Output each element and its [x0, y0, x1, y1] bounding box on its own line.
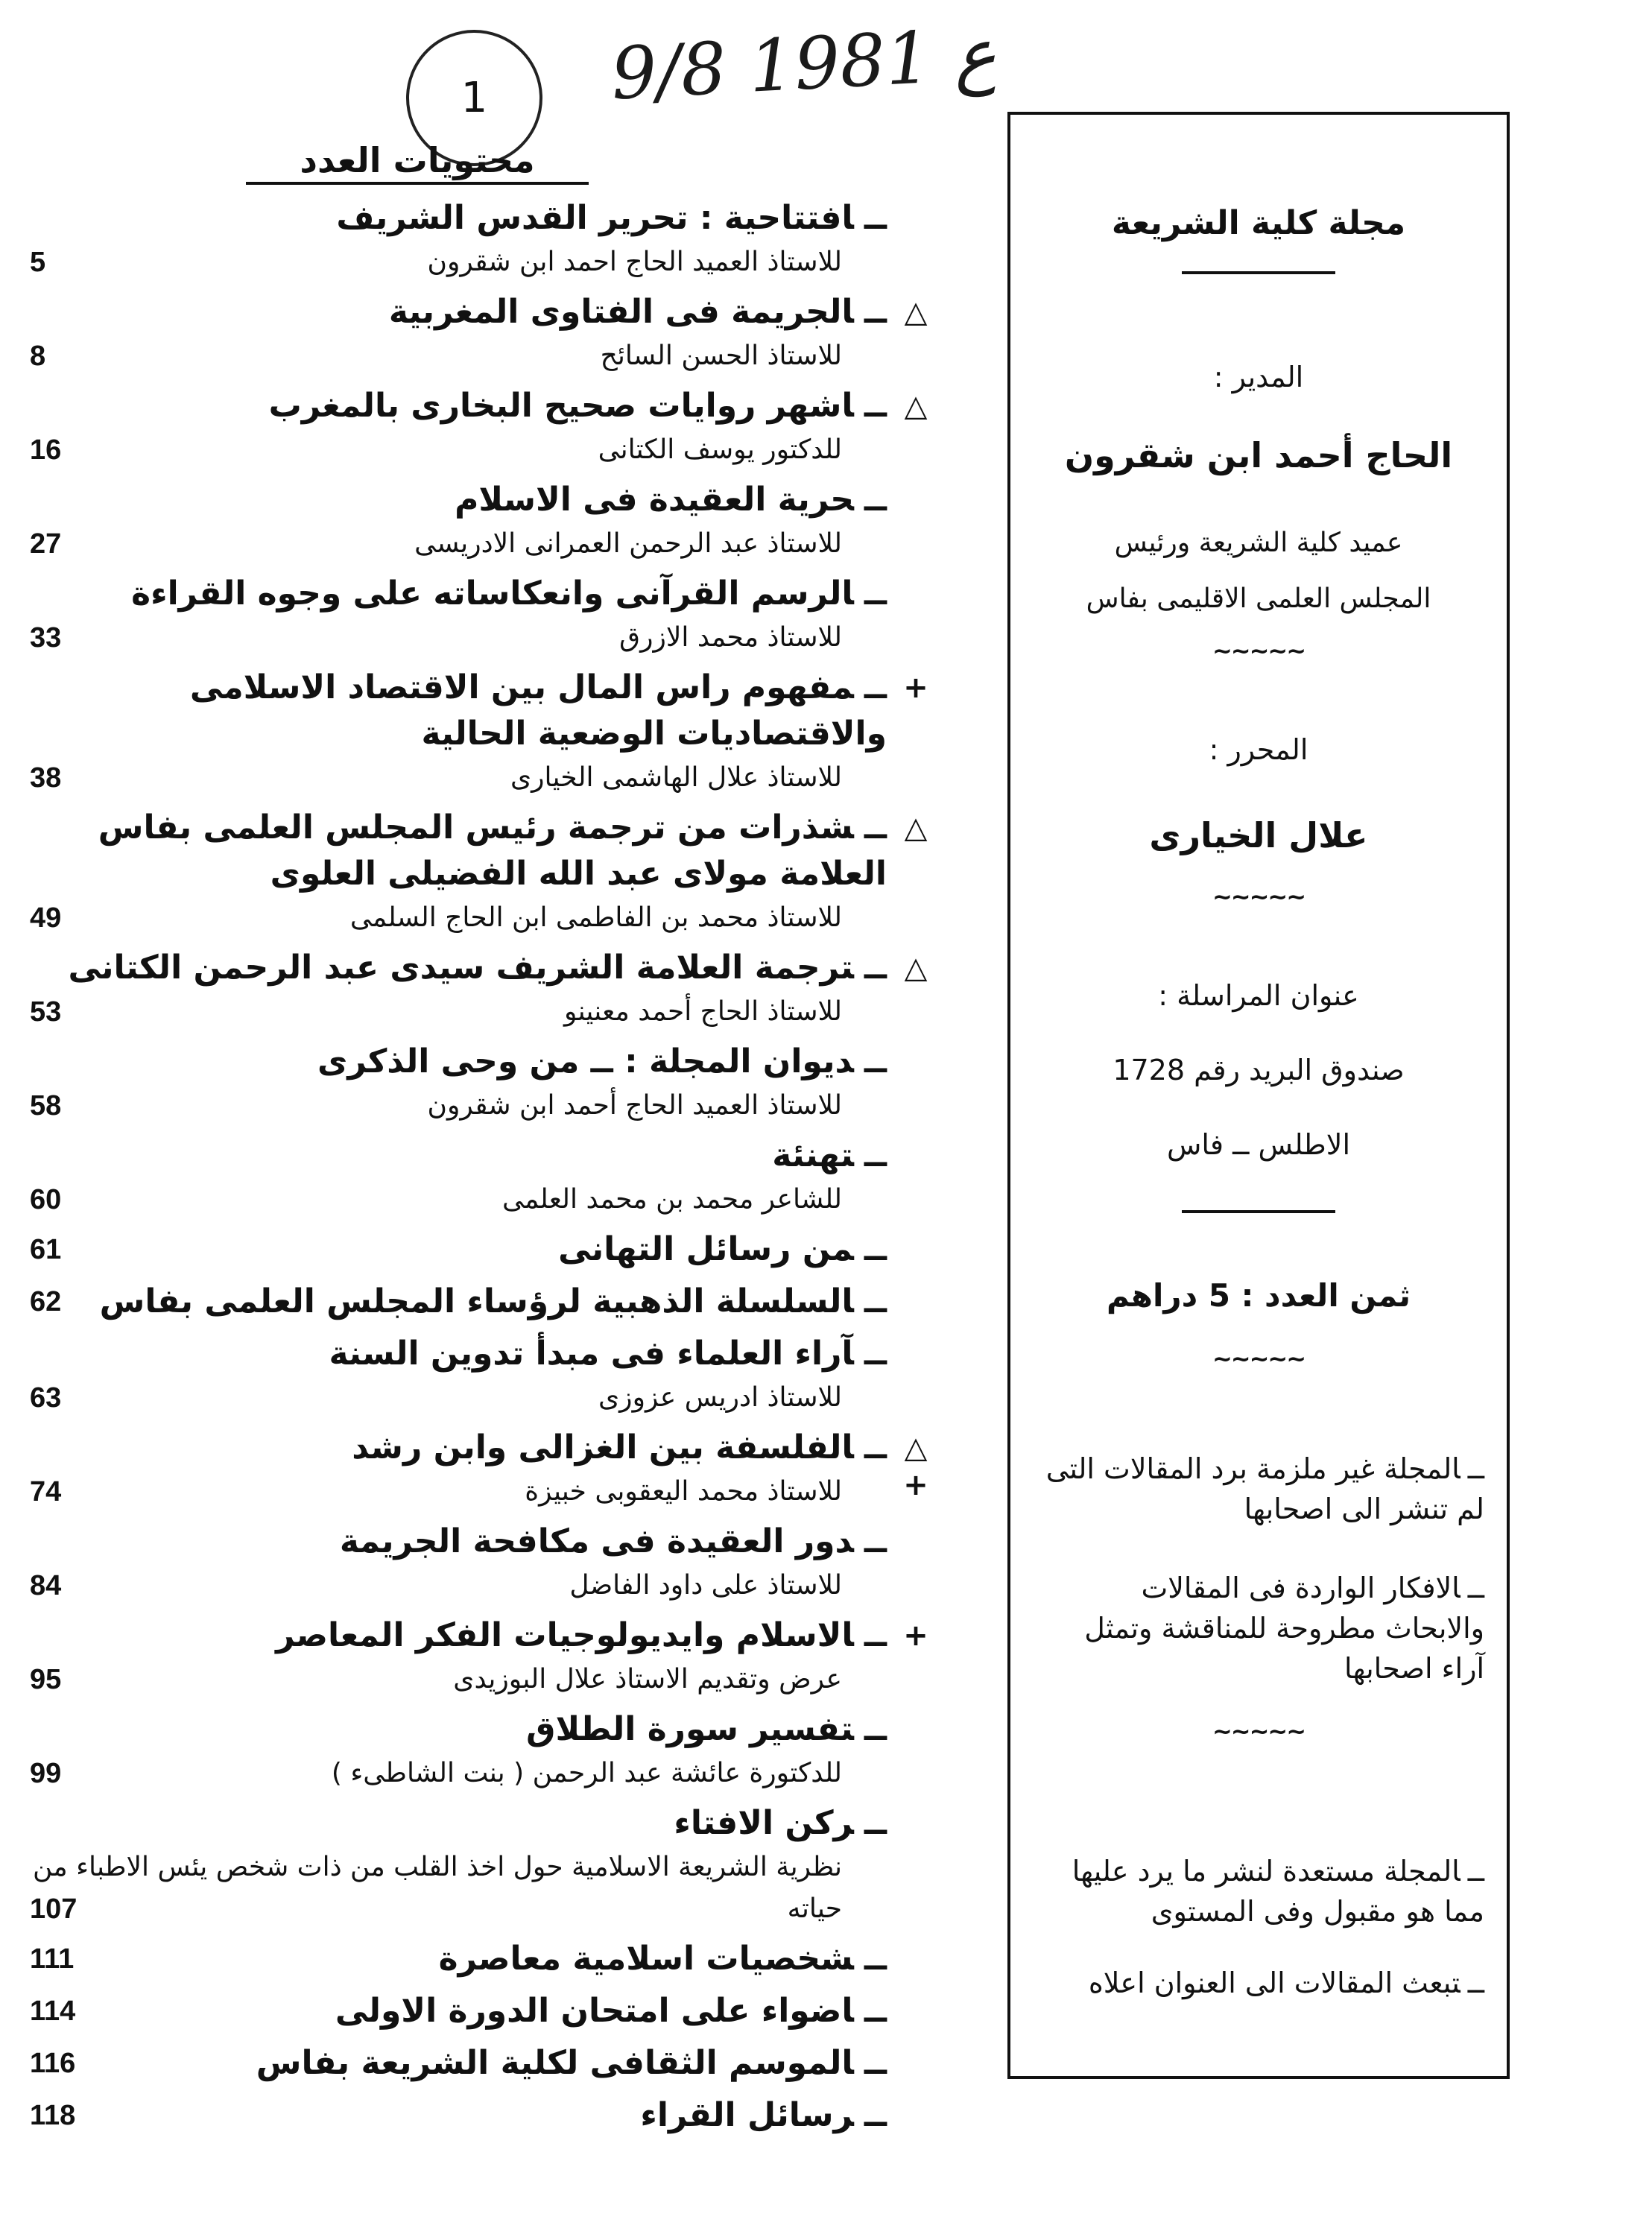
toc-entry-author: للدكتور يوسف الكتانى: [598, 434, 842, 465]
toc-title-row: [30, 1133, 887, 1179]
toc-author-row: [30, 1659, 887, 1700]
toc-entry-author: للاستاذ محمد اليعقوبى خبيزة: [525, 1476, 842, 1507]
director-name: الحاج أحمد ابن شقرون: [1064, 435, 1453, 475]
toc-entry-title: ــمفهوم راس المال بين الاقتصاد الاسلامى والاقتصاديات الوضعية الحالية +: [30, 665, 887, 757]
handwritten-date-note: 9/8 ع 1981: [609, 12, 999, 116]
toc-page-number: 60: [30, 1184, 62, 1215]
toc-author-row: [30, 1847, 887, 1930]
handwritten-mark: △: [904, 389, 928, 423]
toc-entry-title: ــآراء العلماء فى مبدأ تدوين السنة: [329, 1335, 887, 1373]
toc-title-row: [30, 571, 887, 617]
toc-entry: [30, 1331, 887, 1419]
toc-entry: [30, 1613, 928, 1700]
handwritten-mark: △ +: [903, 1431, 928, 1502]
toc-entry-author: للاستاذ الحسن السائح: [600, 341, 842, 371]
toc-author-row: [30, 429, 887, 471]
toc-page-number: 8: [30, 341, 46, 372]
handwritten-mark: △: [904, 811, 928, 845]
toc-entry-author: للاستاذ على داود الفاضل: [569, 1570, 842, 1601]
editor-name: علال الخيارى: [1149, 815, 1368, 855]
toc-entry-title: ــشخصيات اسلامية معاصرة: [438, 1940, 887, 1978]
toc-page-number: 99: [30, 1758, 62, 1789]
note-item: ــالمجلة مستعدة لنشر ما يرد عليها مما هو مقبول وفى المستوى: [1072, 1855, 1484, 1928]
toc-entry-title: ــترجمة العلامة الشريف سيدى عبد الرحمن الكتانى △: [30, 945, 887, 991]
toc-entry: [30, 805, 928, 939]
toc-entry: [30, 665, 928, 799]
toc-entry-title: ــمن رسائل التهانى: [558, 1230, 887, 1268]
toc-page-number: 53: [30, 996, 62, 1028]
toc-title-row: [30, 1331, 887, 1377]
address-label: عنوان المراسلة :: [1158, 979, 1359, 1012]
toc-entry-title: ــتهنئة: [772, 1136, 887, 1174]
ornament-divider: ~~~~~: [1212, 882, 1306, 911]
toc-page-number: 33: [30, 622, 62, 654]
address-line-1: صندوق البريد رقم 1728: [1113, 1054, 1405, 1086]
toc-entry-author: للدكتورة عائشة عبد الرحمن ( بنت الشاطىء ): [331, 1758, 842, 1788]
toc-author-row: [30, 991, 887, 1033]
toc-entry-author: للشاعر محمد بن محمد العلمى: [501, 1184, 842, 1215]
toc-entry: [30, 1133, 887, 1221]
handwritten-mark: +: [903, 671, 928, 705]
toc-page-number: 63: [30, 1382, 62, 1414]
toc-entry-title: ــالفلسفة بين الغزالى وابن رشد △ +: [30, 1425, 887, 1471]
toc-entry-author: للاستاذ محمد بن الفاطمى ابن الحاج السلمى: [349, 902, 842, 933]
toc-title-row: [30, 383, 928, 429]
toc-title-row: [30, 195, 887, 241]
toc-author-row: [30, 1753, 887, 1794]
toc-entry-author: للاستاذ محمد الازرق: [619, 622, 842, 653]
handwritten-mark: △: [904, 295, 928, 329]
masthead-box: [1007, 112, 1510, 2079]
toc-entry-author: للاستاذ العميد الحاج احمد ابن شقرون: [427, 247, 842, 277]
toc-title-row: [30, 1800, 887, 1847]
editor-label: المحرر :: [1209, 733, 1308, 766]
toc-entry-title: ــتفسير سورة الطلاق: [526, 1710, 887, 1748]
toc-title-row: [30, 665, 928, 757]
toc-entry-author: للاستاذ العميد الحاج أحمد ابن شقرون: [427, 1090, 842, 1121]
toc-author-row: [30, 617, 887, 659]
toc-page-number: 95: [30, 1664, 62, 1695]
toc-title-row: [30, 289, 928, 335]
toc-entry-author: للاستاذ ادريس عزوزى: [598, 1382, 842, 1413]
toc-entry: [30, 289, 928, 377]
toc-page-number: 111: [30, 1943, 75, 1975]
handwritten-mark: +: [903, 1619, 928, 1653]
toc-entry: [30, 1279, 887, 1325]
toc-title-row: [30, 1706, 887, 1753]
toc-author-row: [30, 1085, 887, 1127]
toc-entry: [30, 2040, 887, 2086]
toc-title-row: [30, 1519, 887, 1565]
toc-title-row: [30, 2092, 887, 2139]
toc-author-row: [30, 335, 887, 377]
toc-entry-title: ــالرسم القرآنى وانعكاساته على وجوه القراءة: [131, 575, 887, 613]
toc-entry-author: للاستاذ عبد الرحمن العمرانى الادريسى: [414, 528, 842, 559]
toc-title-row: [30, 2040, 887, 2086]
toc-entry: [30, 383, 928, 471]
toc-title-row: [30, 945, 928, 991]
toc-entry: [30, 571, 887, 659]
toc-author-row: [30, 897, 887, 939]
toc-entry-title: ــرسائل القراء: [640, 2096, 887, 2134]
magazine-title: مجلة كلية الشريعة: [1111, 204, 1406, 242]
toc-title-row: [30, 1227, 887, 1273]
toc-page-number: 114: [30, 1996, 76, 2027]
toc-entry: [30, 2092, 887, 2139]
note-item: ــالافكار الواردة فى المقالات والابحاث مطروحة للمناقشة وتمثل آراء اصحابها: [1084, 1572, 1484, 1685]
toc-entry-title: ــاشهر روايات صحيح البخارى بالمغرب △: [30, 383, 887, 429]
toc-entry-title: ــالموسم الثقافى لكلية الشريعة بفاس: [256, 2044, 887, 2082]
ornament-divider: ~~~~~: [1212, 1344, 1306, 1373]
toc-entry: [30, 1936, 887, 1982]
toc-entry: [30, 1800, 887, 1930]
toc-page-number: 61: [30, 1234, 62, 1265]
toc-entry: [30, 477, 887, 565]
toc-page-number: 27: [30, 528, 62, 560]
toc-entry-title: ــشذرات من ترجمة رئيس المجلس العلمى بفاس العلامة مولاى عبد الله الفضيلى العلوى △: [30, 805, 887, 897]
note-item: ــالمجلة غير ملزمة برد المقالات التى لم تنشر الى اصحابها: [1045, 1452, 1484, 1525]
toc-entry: [30, 1706, 887, 1794]
toc-entry-title: ــديوان المجلة : ــ من وحى الذكرى: [317, 1042, 887, 1080]
toc-entry-title: ــاضواء على امتحان الدورة الاولى: [335, 1992, 887, 2030]
toc-entry-title: ــحرية العقيدة فى الاسلام: [455, 481, 887, 519]
toc-page-number: 84: [30, 1570, 62, 1601]
toc-title-row: [30, 1279, 887, 1325]
toc-author-row: [30, 241, 887, 283]
toc-title-row: [30, 477, 887, 523]
handwritten-mark: △: [904, 951, 928, 985]
toc-entry-author: للاستاذ الحاج أحمد معنينو: [563, 996, 842, 1027]
circled-page-number: 1: [406, 30, 542, 166]
toc-author-row: [30, 1377, 887, 1419]
toc-page-number: 118: [30, 2100, 76, 2131]
toc-entry: [30, 1227, 887, 1273]
toc-page-number: 49: [30, 902, 62, 934]
toc-title-row: [30, 1936, 887, 1982]
toc-author-row: [30, 1565, 887, 1607]
toc-page-number: 58: [30, 1090, 62, 1121]
toc-author-row: [30, 523, 887, 565]
toc-page-number: 38: [30, 762, 62, 794]
toc-entry: [30, 945, 928, 1033]
director-desc-2: المجلس العلمى الاقليمى بفاس: [1086, 583, 1431, 614]
toc-author-row: [30, 1179, 887, 1221]
toc-author-row: [30, 757, 887, 799]
toc-entry-title: ــافتتاحية : تحرير القدس الشريف: [336, 199, 887, 237]
toc-entry: [30, 1988, 887, 2034]
toc-entry: [30, 195, 887, 283]
toc-entry-title: ــالاسلام وايديولوجيات الفكر المعاصر +: [30, 1613, 887, 1659]
toc-page-number: 5: [30, 247, 46, 278]
director-label: المدير :: [1213, 361, 1304, 393]
toc-page-number: 116: [30, 2048, 76, 2079]
toc-page-number: 62: [30, 1286, 62, 1317]
divider-rule: [1182, 1210, 1335, 1213]
toc-entry: [30, 1519, 887, 1607]
toc-entry: [30, 1425, 928, 1513]
table-of-contents: [30, 195, 928, 2145]
toc-title-row: [30, 1613, 928, 1659]
address-line-2: الاطلس ــ فاس: [1166, 1128, 1351, 1161]
toc-page-number: 16: [30, 434, 62, 466]
toc-entry-author: عرض وتقديم الاستاذ علال البوزيدى: [453, 1664, 842, 1695]
ornament-divider: ~~~~~: [1212, 1717, 1306, 1745]
toc-entry: [30, 1039, 887, 1127]
toc-page-number: 107: [30, 1893, 77, 1925]
toc-title-row: [30, 1039, 887, 1085]
toc-page-number: 74: [30, 1476, 62, 1507]
toc-entry-author: للاستاذ علال الهاشمى الخيارى: [510, 762, 842, 793]
toc-heading: محتويات العدد: [224, 140, 611, 180]
toc-title-row: [30, 1988, 887, 2034]
toc-entry-title: ــالسلسلة الذهبية لرؤساء المجلس العلمى بفاس: [99, 1282, 887, 1320]
toc-entry-author: نظرية الشريعة الاسلامية حول اخذ القلب من ذات شخص يئس الاطباء من حياته: [32, 1852, 842, 1924]
director-desc-1: عميد كلية الشريعة ورئيس: [1114, 528, 1403, 558]
toc-author-row: [30, 1471, 887, 1513]
note-item: ــتبعث المقالات الى العنوان اعلاه: [1088, 1967, 1484, 1999]
divider-rule: [1182, 271, 1335, 274]
ornament-divider: ~~~~~: [1212, 636, 1306, 665]
toc-title-row: [30, 805, 928, 897]
toc-entry-title: ــركن الافتاء: [674, 1804, 887, 1842]
issue-price: ثمن العدد : 5 دراهم: [1106, 1277, 1411, 1314]
toc-entry-title: ــالجريمة فى الفتاوى المغربية △: [30, 289, 887, 335]
toc-entry-title: ــدور العقيدة فى مكافحة الجريمة: [339, 1522, 887, 1560]
